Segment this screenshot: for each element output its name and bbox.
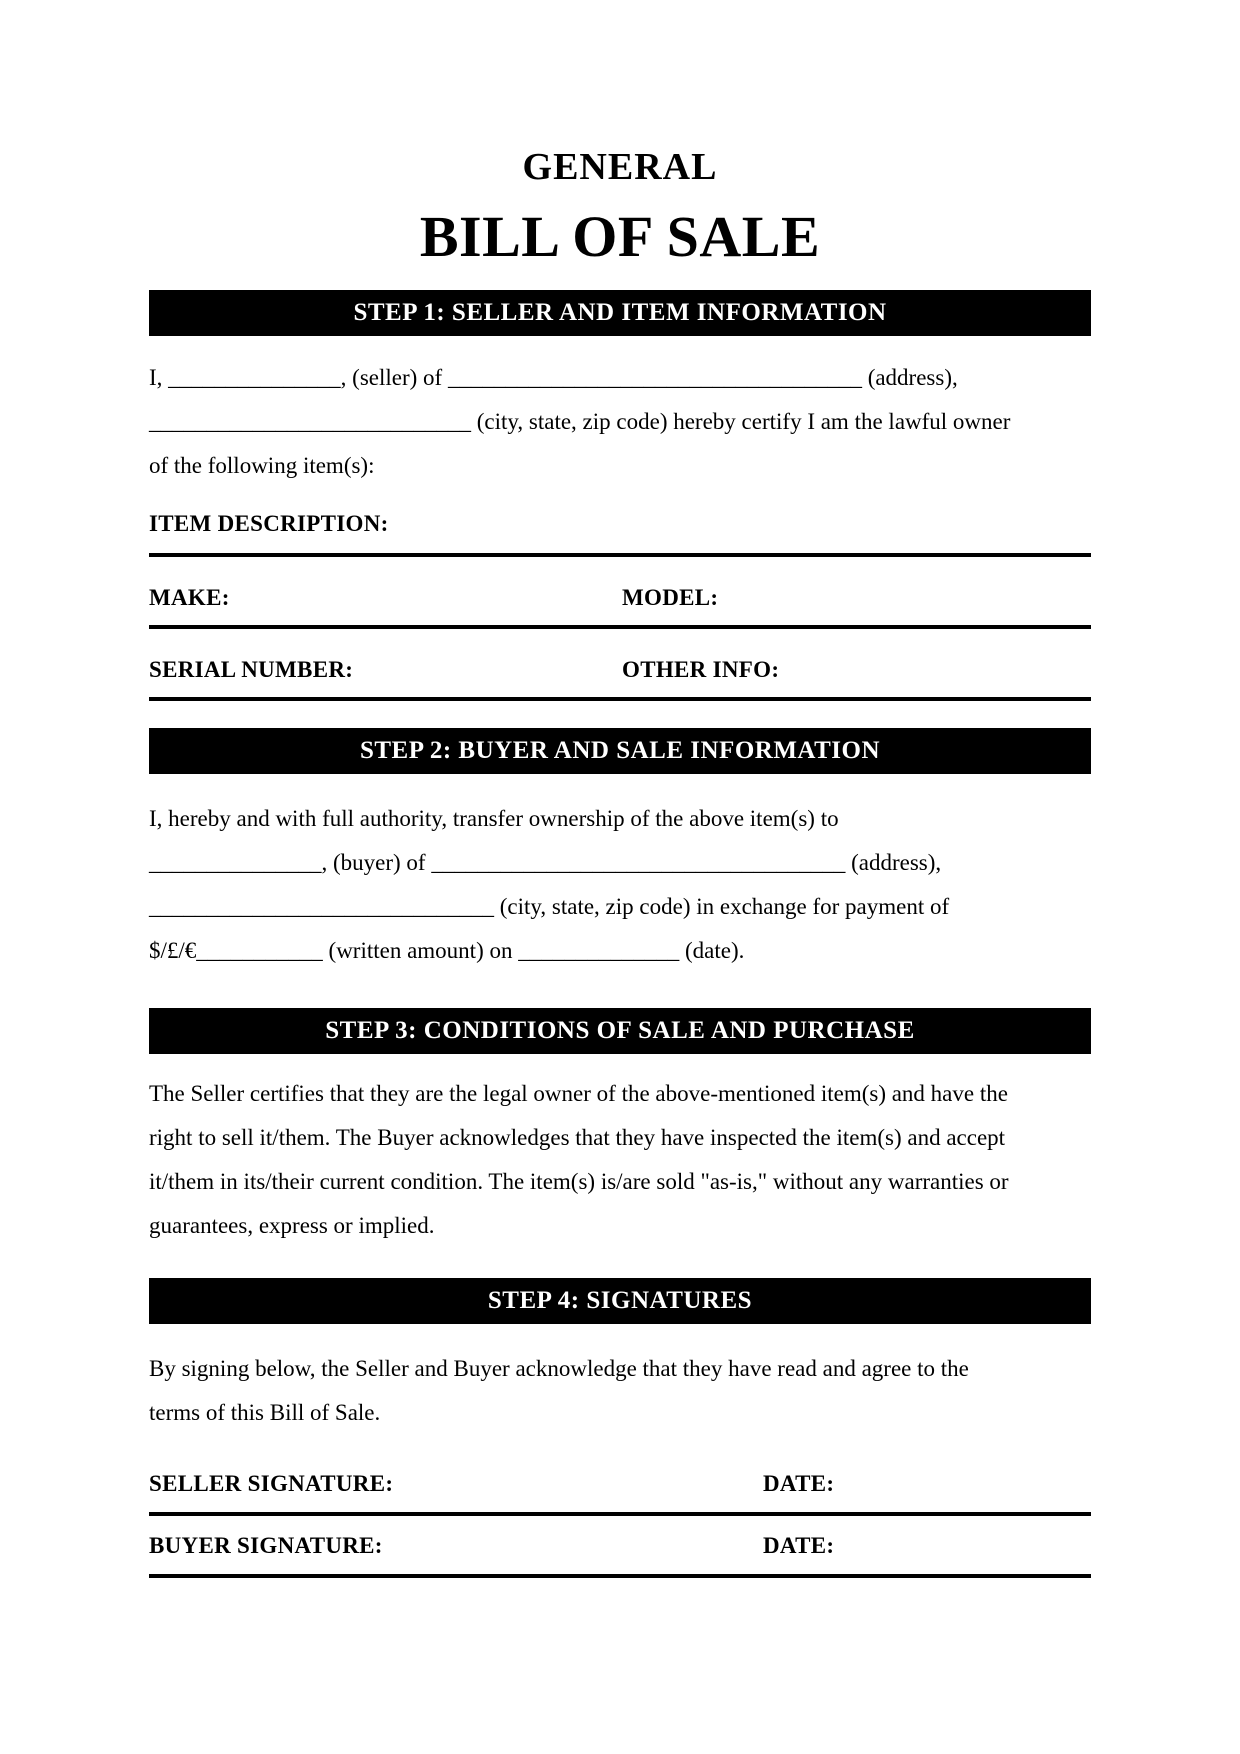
conditions-line-2: right to sell it/them. The Buyer acknowledges that they have inspected the item(s) and accept bbox=[149, 1125, 1006, 1150]
other-info-label: OTHER INFO: bbox=[622, 657, 780, 682]
make-model-row bbox=[149, 576, 1091, 620]
make-label: MAKE: bbox=[149, 585, 230, 610]
buyer-date-label: DATE: bbox=[763, 1533, 835, 1558]
document-type-label: GENERAL bbox=[522, 146, 718, 188]
seller-signature-label: SELLER SIGNATURE: bbox=[149, 1471, 394, 1496]
buyer-city-state-zip-line: ______________________________ (city, state, zip code) in exchange for payment of bbox=[149, 894, 950, 919]
conditions-line-4: guarantees, express or implied. bbox=[149, 1213, 435, 1238]
buyer-signature-rule bbox=[149, 1574, 1091, 1578]
serial-other-row bbox=[149, 648, 1091, 692]
serial-number-label: SERIAL NUMBER: bbox=[149, 657, 354, 682]
buyer-signature-label: BUYER SIGNATURE: bbox=[149, 1533, 383, 1558]
seller-signature-rule bbox=[149, 1512, 1091, 1516]
item-description-row bbox=[149, 502, 1091, 546]
signatures-intro-line-1: By signing below, the Seller and Buyer acknowledge that they have read and agree to the bbox=[149, 1356, 969, 1381]
seller-name-address-line: I, _______________, (seller) of ____________________________________ (address), bbox=[149, 365, 958, 390]
payment-amount-date-line: $/£/€___________ (written amount) on ______________ (date). bbox=[149, 938, 745, 963]
seller-city-state-zip-line: ____________________________ (city, state, zip code) hereby certify I am the lawful owner bbox=[149, 409, 1011, 434]
serial-other-rule bbox=[149, 697, 1091, 701]
signatures-intro-line-2: terms of this Bill of Sale. bbox=[149, 1400, 381, 1425]
step4-header-bar: STEP 4: SIGNATURES bbox=[149, 1278, 1091, 1324]
signatures-paragraph bbox=[149, 1347, 1091, 1435]
make-model-rule bbox=[149, 625, 1091, 629]
document-title: BILL OF SALE bbox=[419, 204, 821, 269]
buyer-name-address-line: _______________, (buyer) of ____________________________________ (address), bbox=[149, 850, 942, 875]
model-label: MODEL: bbox=[622, 585, 719, 610]
seller-items-intro-line: of the following item(s): bbox=[149, 453, 375, 478]
conditions-paragraph bbox=[149, 1072, 1091, 1248]
seller-signature-row bbox=[149, 1462, 1091, 1506]
step3-header-bar: STEP 3: CONDITIONS OF SALE AND PURCHASE bbox=[149, 1008, 1091, 1054]
buyer-signature-row bbox=[149, 1524, 1091, 1568]
item-description-rule bbox=[149, 553, 1091, 557]
seller-info-paragraph bbox=[149, 356, 1091, 488]
conditions-line-3: it/them in its/their current condition. The item(s) is/are sold "as-is," without any warranties or bbox=[149, 1169, 1009, 1194]
seller-date-label: DATE: bbox=[763, 1471, 835, 1496]
item-description-label: ITEM DESCRIPTION: bbox=[149, 511, 389, 536]
conditions-line-1: The Seller certifies that they are the legal owner of the above-mentioned item(s) and have the bbox=[149, 1081, 1008, 1106]
buyer-sale-paragraph bbox=[149, 797, 1091, 973]
step2-header-bar: STEP 2: BUYER AND SALE INFORMATION bbox=[149, 728, 1091, 774]
transfer-ownership-line: I, hereby and with full authority, transfer ownership of the above item(s) to bbox=[149, 806, 839, 831]
step1-header-bar: STEP 1: SELLER AND ITEM INFORMATION bbox=[149, 290, 1091, 336]
